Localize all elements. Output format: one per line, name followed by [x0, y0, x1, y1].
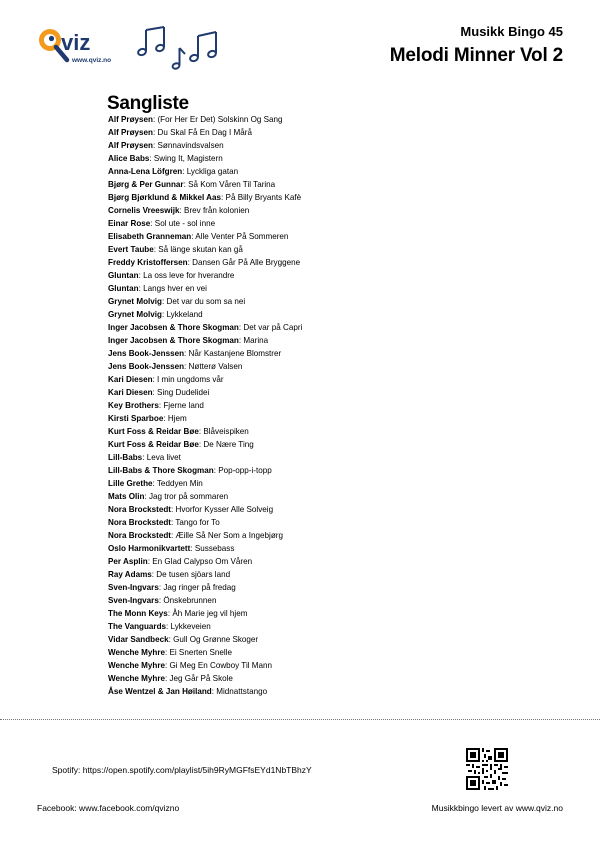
- song-item: Alice Babs: Swing It, Magistern: [108, 154, 223, 163]
- song-item: Alf Prøysen: Sønnavindsvalsen: [108, 141, 224, 150]
- song-item: Wenche Myhre: Jeg Går På Skole: [108, 674, 233, 683]
- song-artist: Nora Brockstedt: [108, 505, 171, 514]
- song-title: Æille Så Ner Som a Ingebjørg: [175, 531, 283, 540]
- dotted-divider: [0, 719, 600, 720]
- song-title: Så länge skutan kan gå: [158, 245, 243, 254]
- song-artist: Inger Jacobsen & Thore Skogman: [108, 323, 239, 332]
- song-title: Jag tror på sommaren: [148, 492, 229, 501]
- song-item: Sven-Ingvars: Jag ringer på fredag: [108, 583, 236, 592]
- song-artist: Elisabeth Granneman: [108, 232, 192, 241]
- bingo-subtitle: Musikk Bingo 45: [460, 24, 563, 39]
- song-artist: Kurt Foss & Reidar Bøe: [108, 440, 199, 449]
- song-title: Det var på Capri: [243, 323, 303, 332]
- song-title: Sing Dudelidei: [157, 388, 210, 397]
- song-title: Lyckliga gatan: [186, 167, 239, 176]
- song-item: Nora Brockstedt: Æille Så Ner Som a Ingebjørg: [108, 531, 283, 540]
- song-title: Swing It, Magistern: [153, 154, 223, 163]
- facebook-link[interactable]: Facebook: www.facebook.com/qvizno: [37, 803, 180, 813]
- song-artist: Grynet Molvig: [108, 297, 162, 306]
- song-item: Kirsti Sparboe: Hjem: [108, 414, 187, 423]
- song-item: Lill-Babs & Thore Skogman: Pop-opp-i-topp: [108, 466, 272, 475]
- song-artist: Gluntan: [108, 271, 139, 280]
- song-item: The Monn Keys: Åh Marie jeg vil hjem: [108, 609, 248, 618]
- song-item: Alf Prøysen: (For Her Er Det) Solskinn Og Sang: [108, 115, 283, 124]
- song-title: Gull Og Grønne Skoger: [173, 635, 259, 644]
- song-title: En Glad Calypso Om Våren: [152, 557, 253, 566]
- song-title: Brev från kolonien: [184, 206, 250, 215]
- song-artist: Bjørg & Per Gunnar: [108, 180, 184, 189]
- song-artist: Alf Prøysen: [108, 141, 153, 150]
- song-artist: Evert Taube: [108, 245, 154, 254]
- song-title: Blåveispiken: [203, 427, 249, 436]
- song-artist: The Monn Keys: [108, 609, 168, 618]
- spotify-link[interactable]: Spotify: https://open.spotify.com/playlist/5ih9RyMGFfsEYd1NbTBhzY: [52, 765, 312, 775]
- song-item: Grynet Molvig: Det var du som sa nei: [108, 297, 246, 306]
- song-title: Jag ringer på fredag: [163, 583, 236, 592]
- song-item: Inger Jacobsen & Thore Skogman: Det var på Capri: [108, 323, 303, 332]
- song-item: Einar Rose: Sol ute - sol inne: [108, 219, 216, 228]
- song-artist: Ray Adams: [108, 570, 152, 579]
- song-artist: Bjørg Bjørklund & Mikkel Aas: [108, 193, 222, 202]
- song-title: På Billy Bryants Kafè: [225, 193, 302, 202]
- qr-code-icon: [466, 748, 508, 790]
- song-title: Nøtterø Valsen: [188, 362, 243, 371]
- song-item: Cornelis Vreeswijk: Brev från kolonien: [108, 206, 250, 215]
- song-item: Jens Book-Jenssen: Nøtterø Valsen: [108, 362, 243, 371]
- song-artist: Sven-Ingvars: [108, 583, 159, 592]
- song-title: Leva livet: [146, 453, 181, 462]
- song-title: Hvorfor Kysser Alle Solveig: [175, 505, 274, 514]
- song-artist: Per Asplin: [108, 557, 148, 566]
- song-item: Kurt Foss & Reidar Bøe: Blåveispiken: [108, 427, 249, 436]
- song-item: Gluntan: La oss leve for hverandre: [108, 271, 235, 280]
- song-title: Når Kastanjene Blomstrer: [188, 349, 282, 358]
- svg-text:viz: viz: [61, 30, 91, 55]
- song-item: Kurt Foss & Reidar Bøe: De Nære Ting: [108, 440, 254, 449]
- song-item: Nora Brockstedt: Hvorfor Kysser Alle Solveig: [108, 505, 274, 514]
- song-title: Sussebass: [194, 544, 235, 553]
- song-artist: Gluntan: [108, 284, 139, 293]
- song-item: Kari Diesen: Sing Dudelidei: [108, 388, 210, 397]
- song-title: Lykkeland: [166, 310, 203, 319]
- page-title: Melodi Minner Vol 2: [389, 45, 563, 66]
- song-title: (For Her Er Det) Solskinn Og Sang: [157, 115, 283, 124]
- song-title: La oss leve for hverandre: [143, 271, 235, 280]
- song-list-heading: Sangliste: [107, 93, 189, 114]
- logo-url: www.qviz.no: [72, 57, 112, 64]
- song-title: Teddyen Min: [156, 479, 203, 488]
- song-title: Hjem: [167, 414, 187, 423]
- song-artist: Jens Book-Jenssen: [108, 362, 185, 371]
- song-item: Åse Wentzel & Jan Høiland: Midnattstango: [108, 687, 268, 696]
- song-artist: Lill-Babs: [108, 453, 143, 462]
- song-artist: Nora Brockstedt: [108, 531, 171, 540]
- song-artist: Wenche Myhre: [108, 674, 165, 683]
- song-title: Midnattstango: [216, 687, 268, 696]
- song-list: [108, 113, 302, 698]
- song-item: Nora Brockstedt: Tango for To: [108, 518, 220, 527]
- song-title: Sønnavindsvalsen: [157, 141, 224, 150]
- song-artist: Key Brothers: [108, 401, 159, 410]
- song-artist: Wenche Myhre: [108, 648, 165, 657]
- song-item: Bjørg Bjørklund & Mikkel Aas: På Billy Bryants Kafè: [108, 193, 302, 202]
- song-item: Wenche Myhre: Ei Snerten Snelle: [108, 648, 233, 657]
- song-artist: Cornelis Vreeswijk: [108, 206, 180, 215]
- song-artist: Sven-Ingvars: [108, 596, 159, 605]
- music-notes-icon: [132, 22, 222, 70]
- song-item: Wenche Myhre: Gi Meg En Cowboy Til Mann: [108, 661, 273, 670]
- song-artist: Kari Diesen: [108, 375, 153, 384]
- song-item: Mats Olin: Jag tror på sommaren: [108, 492, 229, 501]
- song-artist: Wenche Myhre: [108, 661, 165, 670]
- song-item: Oslo Harmonikvartett: Sussebass: [108, 544, 235, 553]
- credit-text: Musikkbingo levert av www.qviz.no: [431, 803, 563, 813]
- song-artist: Nora Brockstedt: [108, 518, 171, 527]
- song-item: Per Asplin: En Glad Calypso Om Våren: [108, 557, 253, 566]
- song-artist: Kurt Foss & Reidar Bøe: [108, 427, 199, 436]
- song-item: Alf Prøysen: Du Skal Få En Dag I Mårå: [108, 128, 252, 137]
- song-title: Du Skal Få En Dag I Mårå: [157, 128, 252, 137]
- song-artist: Alf Prøysen: [108, 115, 153, 124]
- song-title: Åh Marie jeg vil hjem: [172, 609, 248, 618]
- song-title: Pop-opp-i-topp: [218, 466, 272, 475]
- song-item: Sven-Ingvars: Önskebrunnen: [108, 596, 217, 605]
- song-artist: Alice Babs: [108, 154, 150, 163]
- song-title: De Nære Ting: [203, 440, 254, 449]
- song-item: Bjørg & Per Gunnar: Så Kom Våren Til Tarina: [108, 180, 276, 189]
- song-title: Det var du som sa nei: [166, 297, 246, 306]
- song-artist: The Vanguards: [108, 622, 167, 631]
- song-title: Lykkeveien: [170, 622, 211, 631]
- song-item: Vidar Sandbeck: Gull Og Grønne Skoger: [108, 635, 259, 644]
- song-item: The Vanguards: Lykkeveien: [108, 622, 211, 631]
- song-item: Gluntan: Langs hver en vei: [108, 284, 207, 293]
- song-artist: Åse Wentzel & Jan Høiland: [108, 687, 212, 696]
- song-item: Anna-Lena Löfgren: Lyckliga gatan: [108, 167, 239, 176]
- song-title: I min ungdoms vår: [157, 375, 224, 384]
- song-item: Inger Jacobsen & Thore Skogman: Marina: [108, 336, 269, 345]
- song-item: Key Brothers: Fjerne land: [108, 401, 204, 410]
- song-artist: Vidar Sandbeck: [108, 635, 169, 644]
- song-artist: Freddy Kristoffersen: [108, 258, 188, 267]
- song-title: Alle Venter På Sommeren: [195, 232, 289, 241]
- song-title: Önskebrunnen: [163, 596, 217, 605]
- song-title: Sol ute - sol inne: [154, 219, 216, 228]
- song-item: Evert Taube: Så länge skutan kan gå: [108, 245, 243, 254]
- song-title: Gi Meg En Cowboy Til Mann: [169, 661, 273, 670]
- song-artist: Mats Olin: [108, 492, 145, 501]
- song-artist: Grynet Molvig: [108, 310, 162, 319]
- song-title: Ei Snerten Snelle: [169, 648, 233, 657]
- song-item: Grynet Molvig: Lykkeland: [108, 310, 203, 319]
- song-title: De tusen sjöars land: [156, 570, 231, 579]
- song-title: Langs hver en vei: [143, 284, 207, 293]
- song-title: Marina: [243, 336, 269, 345]
- song-title: Fjerne land: [163, 401, 204, 410]
- song-artist: Kari Diesen: [108, 388, 153, 397]
- song-artist: Lille Grethe: [108, 479, 153, 488]
- song-artist: Kirsti Sparboe: [108, 414, 164, 423]
- song-item: Freddy Kristoffersen: Dansen Går På Alle Bryggene: [108, 258, 301, 267]
- song-item: Jens Book-Jenssen: Når Kastanjene Blomstrer: [108, 349, 282, 358]
- song-item: Elisabeth Granneman: Alle Venter På Sommeren: [108, 232, 289, 241]
- song-artist: Lill-Babs & Thore Skogman: [108, 466, 214, 475]
- song-artist: Einar Rose: [108, 219, 151, 228]
- song-artist: Inger Jacobsen & Thore Skogman: [108, 336, 239, 345]
- song-item: Kari Diesen: I min ungdoms vår: [108, 375, 224, 384]
- song-item: Ray Adams: De tusen sjöars land: [108, 570, 231, 579]
- song-artist: Anna-Lena Löfgren: [108, 167, 183, 176]
- song-title: Så Kom Våren Til Tarina: [188, 180, 276, 189]
- song-item: Lill-Babs: Leva livet: [108, 453, 181, 462]
- song-item: Lille Grethe: Teddyen Min: [108, 479, 203, 488]
- song-artist: Alf Prøysen: [108, 128, 153, 137]
- song-title: Jeg Går På Skole: [169, 674, 233, 683]
- song-artist: Oslo Harmonikvartett: [108, 544, 191, 553]
- song-artist: Jens Book-Jenssen: [108, 349, 185, 358]
- song-title: Dansen Går På Alle Bryggene: [192, 258, 301, 267]
- song-title: Tango for To: [175, 518, 220, 527]
